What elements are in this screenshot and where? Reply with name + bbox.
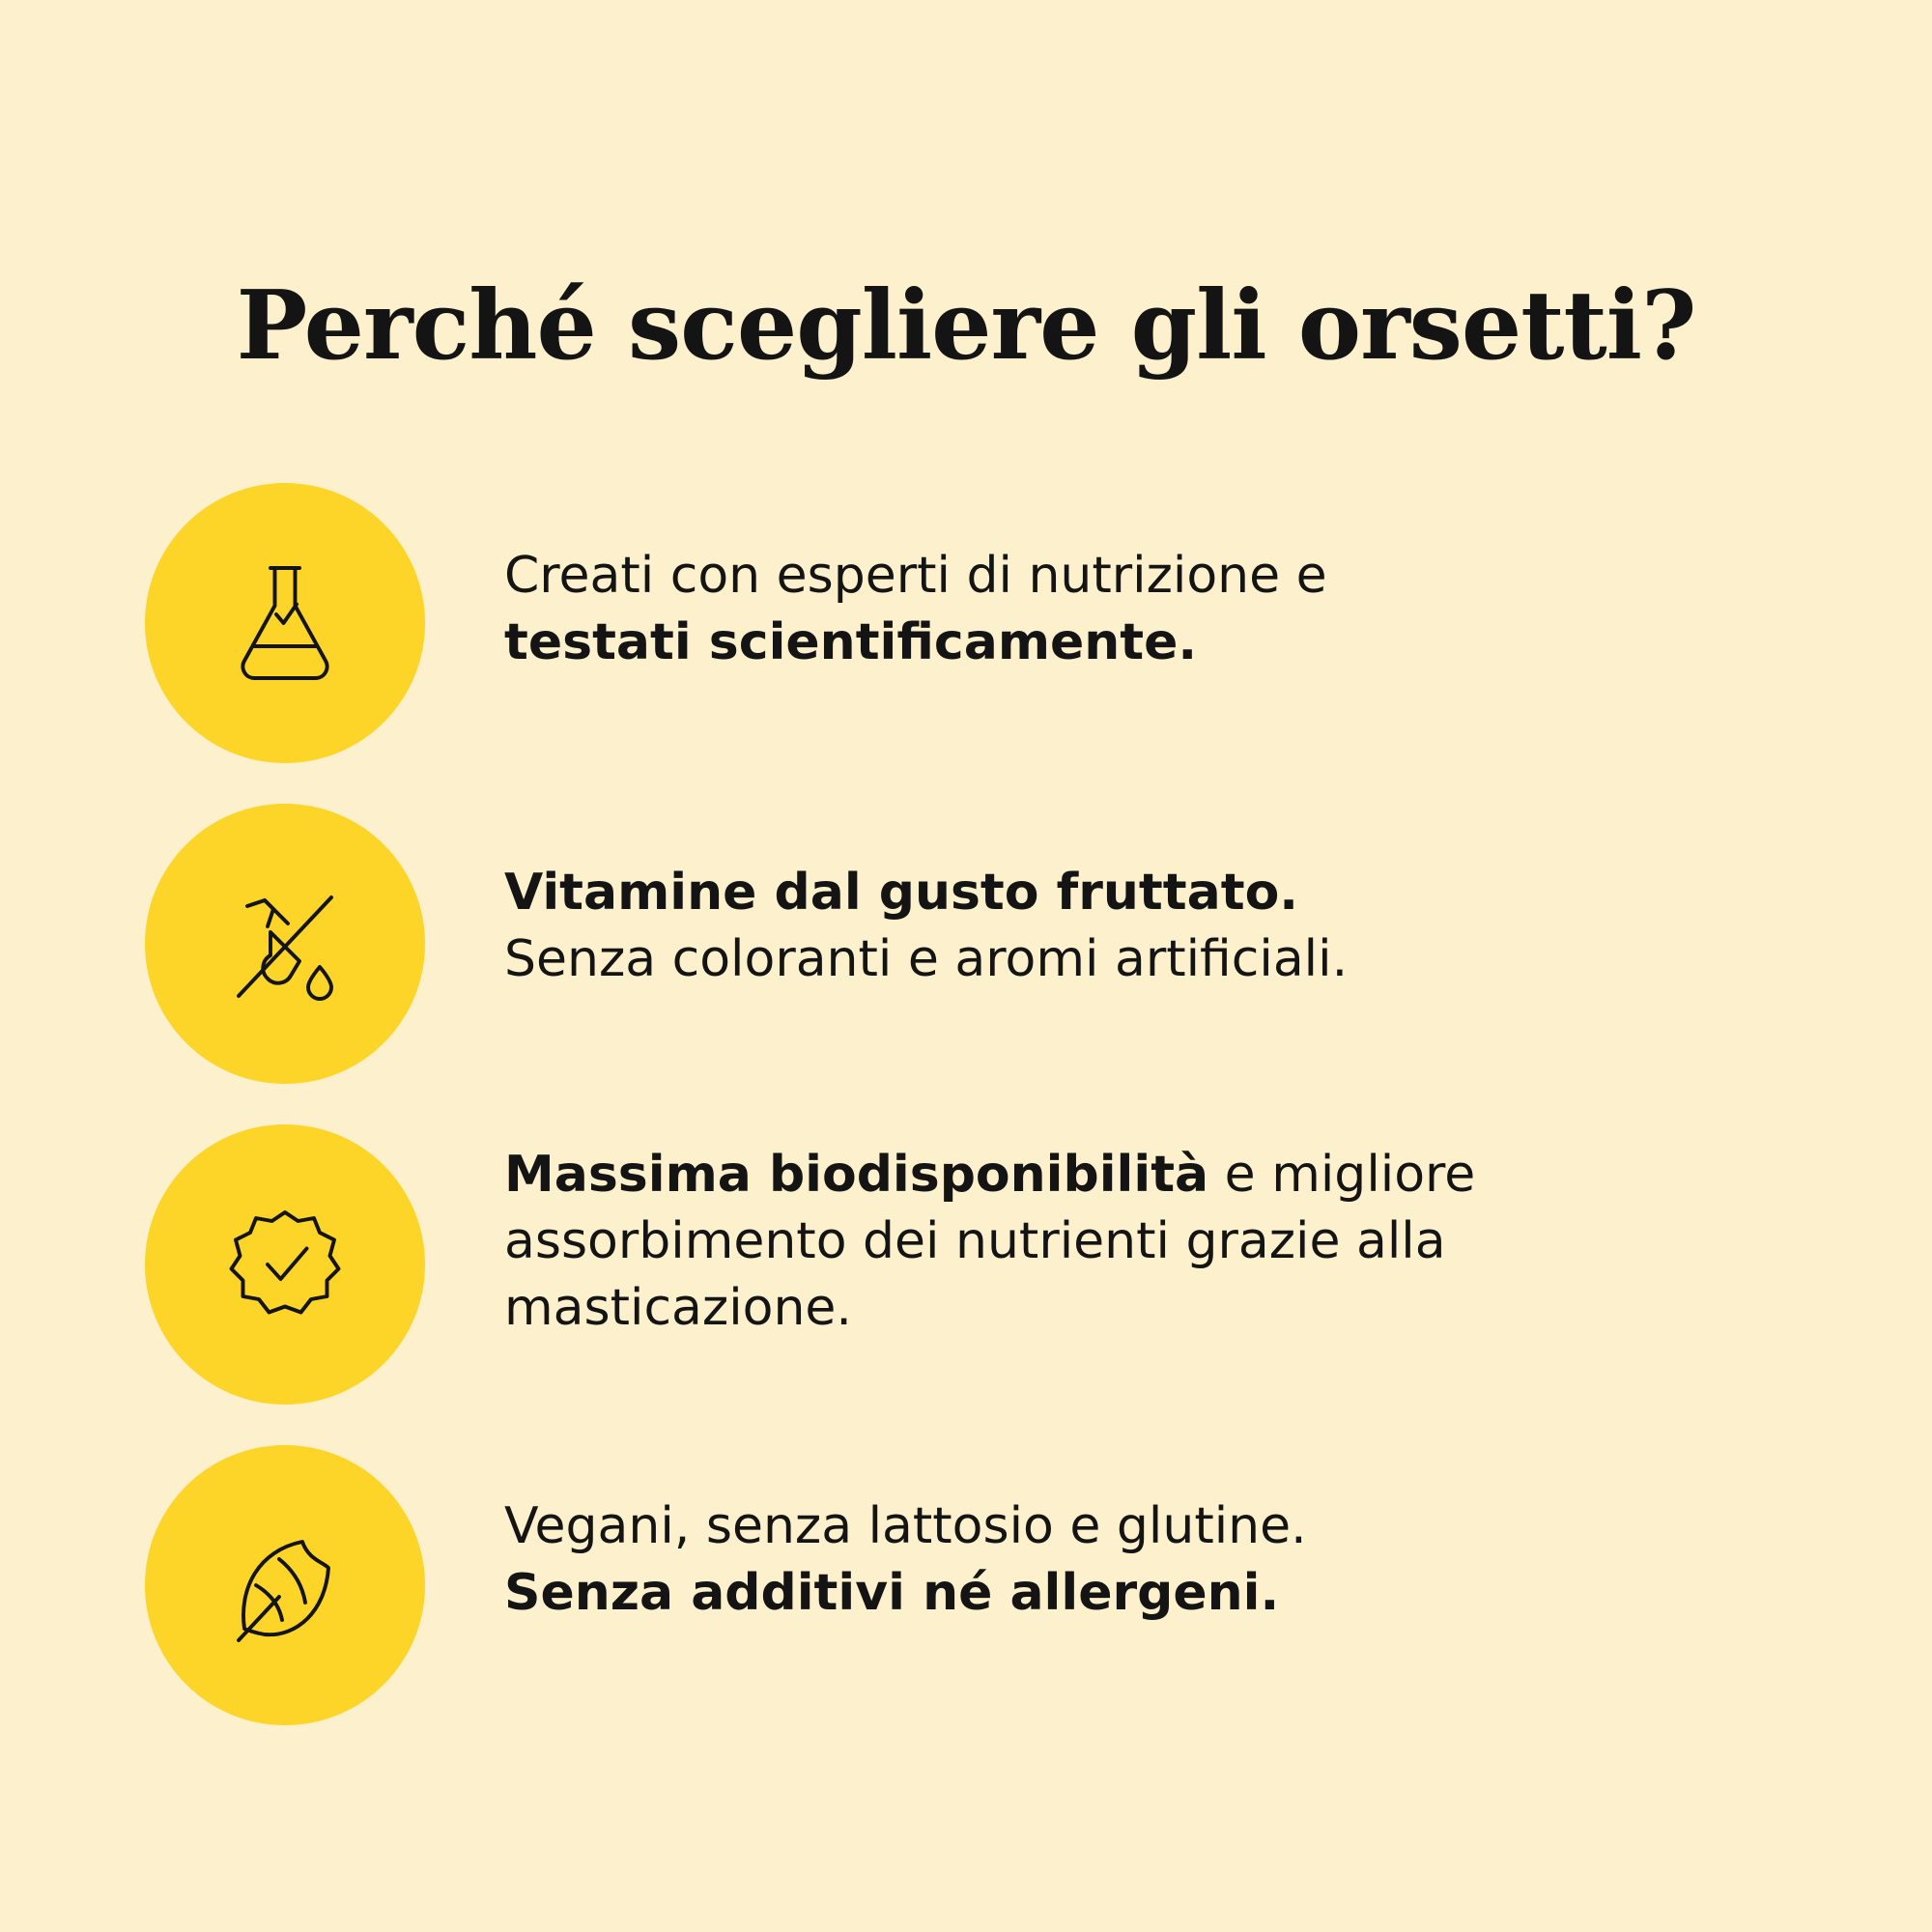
feature-line-2: Senza coloranti e aromi artificiali. xyxy=(504,930,1349,989)
feature-text xyxy=(504,804,1605,993)
dropper-icon-circle xyxy=(145,804,425,1084)
feature-line-2: testati scientificamente. xyxy=(504,613,1198,672)
list-item xyxy=(145,1445,1806,1725)
leaf-icon xyxy=(213,1513,357,1658)
page-title: Perché scegliere gli orsetti? xyxy=(236,270,1696,382)
badge-icon-circle xyxy=(145,1124,425,1405)
feature-line-3: masticazione. xyxy=(504,1279,852,1338)
feature-line-2: assorbimento dei nutrienti grazie alla xyxy=(504,1212,1446,1271)
feature-text xyxy=(504,1124,1605,1342)
flask-icon-circle xyxy=(145,483,425,763)
list-item xyxy=(145,1124,1806,1405)
feature-line-1-regular: e migliore xyxy=(1208,1146,1476,1204)
feature-text xyxy=(504,483,1605,676)
feature-text xyxy=(504,1445,1605,1627)
list-item xyxy=(145,483,1806,763)
dropper-no-artificial-icon xyxy=(213,871,357,1016)
leaf-icon-circle xyxy=(145,1445,425,1725)
feature-line-1: Vitamine dal gusto fruttato. xyxy=(504,864,1299,922)
list-item xyxy=(145,804,1806,1084)
feature-line-1: Creati con esperti di nutrizione e xyxy=(504,547,1327,605)
feature-line-1 xyxy=(504,1142,1605,1208)
feature-list xyxy=(145,483,1806,1766)
flask-icon xyxy=(213,551,357,696)
check-badge-icon xyxy=(213,1192,357,1337)
feature-line-2: Senza additivi né allergeni. xyxy=(504,1564,1280,1623)
feature-line-1-bold: Massima biodisponibilità xyxy=(504,1146,1209,1204)
feature-line-1: Vegani, senza lattosio e glutine. xyxy=(504,1497,1307,1555)
